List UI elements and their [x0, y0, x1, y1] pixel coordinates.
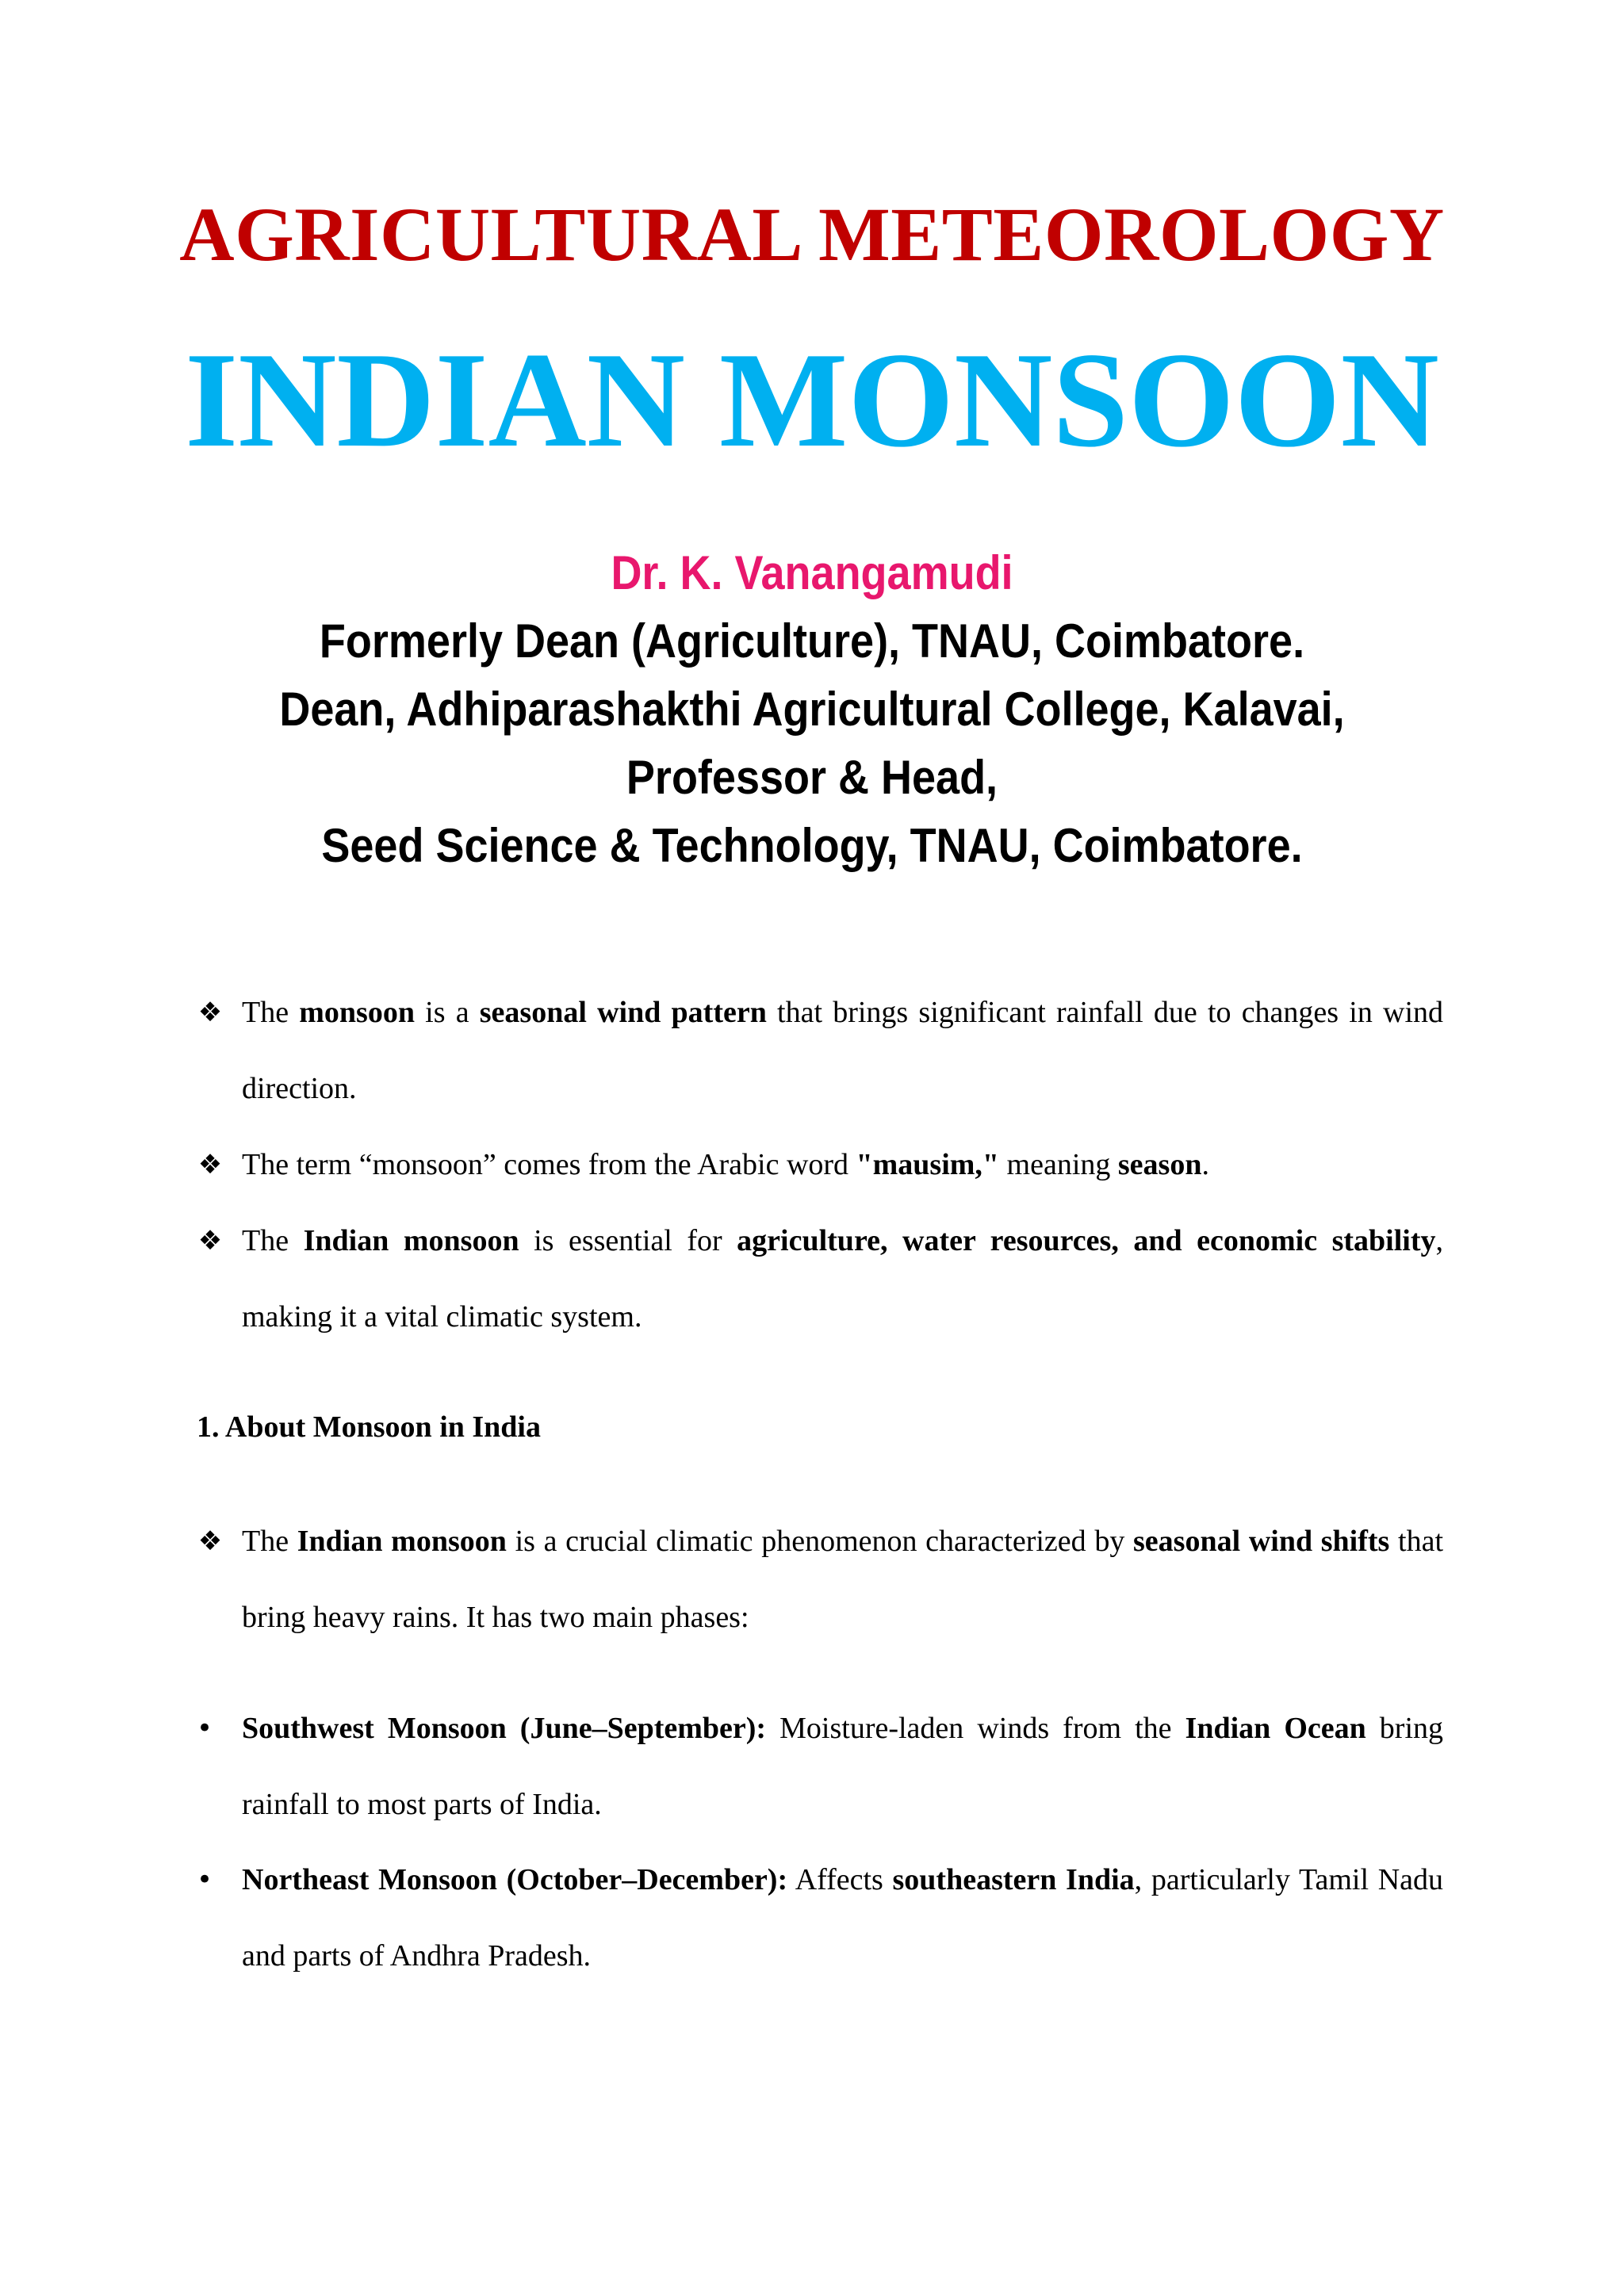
course-title: AGRICULTURAL METEOROLOGY — [179, 192, 1445, 277]
phase-northeast: • Northeast Monsoon (October–December): Affects southeastern India, particularly Tamil Nadu and parts of Andhra Pradesh. — [242, 1842, 1443, 1994]
dot-bullet-icon: • — [197, 1712, 213, 1744]
author-affiliation-3: Professor & Head, — [626, 751, 998, 804]
author-affiliation-4: Seed Science & Technology, TNAU, Coimbatore. — [321, 819, 1303, 872]
dot-bullet-icon: • — [197, 1864, 213, 1896]
section1-bullet-1: ❖ The Indian monsoon is a crucial climatic phenomenon characterized by seasonal wind shifts that bring heavy rains. It has two main phases: — [242, 1503, 1443, 1655]
diamond-bullet-icon: ❖ — [197, 1149, 223, 1181]
intro-bullet-3: ❖ The Indian monsoon is essential for agriculture, water resources, and economic stability, making it a vital climatic system. — [242, 1203, 1443, 1355]
section-heading: 1. About Monsoon in India — [197, 1410, 541, 1444]
diamond-bullet-icon: ❖ — [197, 1225, 223, 1257]
intro-bullet-1: ❖ The monsoon is a seasonal wind pattern that brings significant rainfall due to changes in wind direction. — [242, 974, 1443, 1127]
diamond-bullet-icon: ❖ — [197, 1525, 223, 1557]
author-affiliation-2: Dean, Adhiparashakthi Agricultural College, Kalavai, — [279, 683, 1345, 736]
topic-title: INDIAN MONSOON — [185, 325, 1439, 476]
diamond-bullet-icon: ❖ — [197, 997, 223, 1028]
author-name: Dr. K. Vanangamudi — [611, 546, 1013, 599]
author-block — [0, 539, 1624, 880]
phase-southwest: • Southwest Monsoon (June–September): Moisture-laden winds from the Indian Ocean bring rainfall to most parts of India. — [242, 1690, 1443, 1843]
intro-bullet-2: ❖ The term “monsoon” comes from the Arabic word "mausim," meaning season. — [242, 1127, 1443, 1203]
author-affiliation-1: Formerly Dean (Agriculture), TNAU, Coimbatore. — [319, 614, 1305, 668]
